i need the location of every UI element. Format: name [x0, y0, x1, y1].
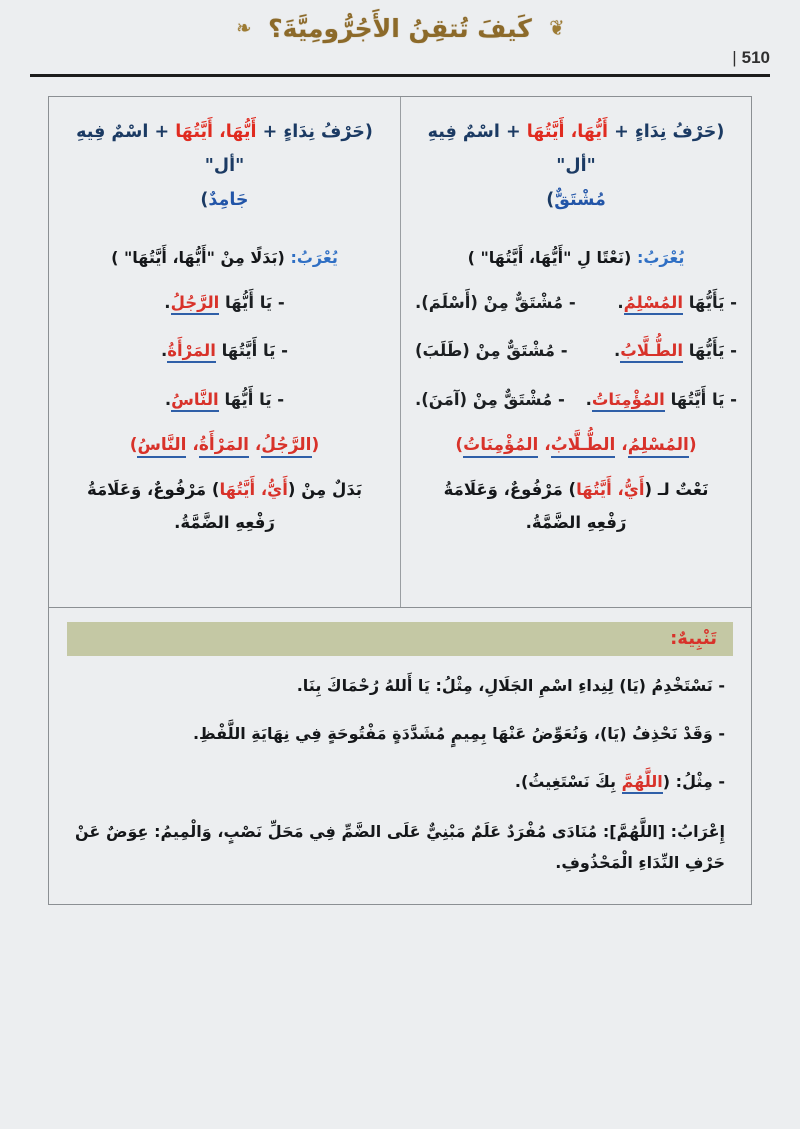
- example-suffix: .: [164, 389, 172, 409]
- page-number-value: 510: [741, 48, 770, 67]
- rule-part-1: بَدَلٌ مِنْ (: [287, 479, 363, 499]
- note-example-suffix: بِكَ نَسْتَغِيثُ).: [514, 772, 622, 791]
- example-suffix: .: [614, 341, 621, 361]
- column-jamid: [49, 97, 400, 607]
- note-line: - نَسْتَخْدِمُ (يَا) لِنِداءِ اسْمِ الجَلَالِ، مِثْلُ: يَا أَللهُ رُحْمَاكَ بِنَا.: [296, 676, 725, 695]
- example-prefix: - يَا أَيُّهَا: [219, 292, 285, 312]
- example-phrase: [164, 290, 284, 316]
- rule-part-2: ) مَرْفُوعٌ، وَعَلَامَةُ: [86, 479, 220, 499]
- example-phrase: [161, 338, 288, 364]
- floral-ornament-right-icon: ❦: [549, 16, 565, 40]
- example-prefix: - يَأَيُّهَا: [682, 341, 737, 361]
- rule-red-term: أَيُّ، أَيَّتُهَا: [576, 479, 645, 499]
- content-frame: [48, 96, 752, 905]
- two-column-table: [49, 97, 751, 608]
- rule-part-3: رَفْعِهِ الضَّمَّةُ.: [525, 512, 627, 532]
- example-keyword: الرَّجُلُ: [171, 293, 220, 315]
- note-example-keyword: اللَّهُمَّ: [622, 772, 663, 794]
- example-note: - مُشْتَقٌّ مِنْ (أَسْلَمَ).: [415, 292, 576, 312]
- summary-separator: ،: [186, 434, 199, 455]
- summary-item: الطُّـلَّابُ: [551, 435, 616, 458]
- sub-heading-text: (بَدَلًا مِنْ "أَيُّهَا، أَيَّتُهَا" ): [111, 248, 285, 268]
- example-suffix: .: [164, 292, 171, 312]
- example-note: - مُشْتَقٌّ مِنْ (طَلَبَ): [415, 341, 568, 361]
- heading-red-term: أَيُّهَا، أَيَّتُهَا: [175, 122, 257, 142]
- example-keyword: الطُّـلَّابُ: [620, 341, 683, 363]
- example-note: - مُشْتَقٌّ مِنْ (آمَنَ).: [415, 389, 565, 409]
- note-example-prefix: - مِثْلُ: (: [662, 772, 725, 791]
- example-prefix: - يَأَيُّهَا: [682, 292, 737, 312]
- page-number: [730, 48, 770, 68]
- rule-part-2: ) مَرْفُوعٌ، وَعَلَامَةُ: [443, 479, 577, 499]
- column-heading-jamid: [63, 111, 386, 217]
- summary-list-jamid: [63, 435, 386, 455]
- rule-part-3: رَفْعِهِ الضَّمَّةُ.: [174, 512, 275, 532]
- note-band-label: تَنْبِيهٌ:: [670, 628, 717, 649]
- summary-item: الرَّجُلُ: [261, 435, 311, 458]
- example-row: [415, 290, 737, 316]
- example-suffix: .: [161, 341, 168, 361]
- example-prefix: - يَا أَيُّهَا: [218, 389, 285, 409]
- page-number-row: [0, 48, 800, 78]
- column-heading-mushtaqq: [415, 111, 737, 217]
- page-number-separator: |: [732, 48, 737, 67]
- heading-part-1: (حَرْفُ نِدَاءٍ +: [607, 122, 725, 142]
- example-row: [63, 387, 386, 413]
- sub-heading-mushtaqq: [415, 243, 737, 273]
- heading-part-2: + اسْمٌ فِيهِ "أل": [427, 122, 596, 177]
- sub-heading-jamid: [63, 243, 386, 273]
- grammar-rule-mushtaqq: [415, 473, 737, 539]
- summary-item: المُؤْمِنَاتُ: [463, 435, 538, 458]
- example-row: [415, 387, 737, 413]
- heading-blue-term: مُشْتَقٌّ: [554, 190, 606, 211]
- example-phrase: [586, 387, 737, 413]
- summary-list-mushtaqq: [415, 435, 737, 455]
- summary-close-paren: ): [455, 434, 464, 455]
- header-title-group: [0, 14, 800, 43]
- example-phrase: [165, 387, 284, 413]
- example-keyword: المَرْأَةُ: [167, 341, 216, 363]
- summary-open-paren: (: [688, 434, 697, 455]
- summary-close-paren: ): [129, 434, 138, 455]
- example-suffix: .: [617, 292, 624, 312]
- note-line: - وَقَدْ نَحْذِفُ (يَا)، وَنُعَوِّضُ عَنْهَا بِمِيمٍ مُشَدَّدَةٍ مَفْتُوحَةٍ فِي نِهَايَةِ اللَّفْظِ.: [192, 724, 725, 743]
- example-prefix: - يَا أَيَّتُهَا: [215, 341, 289, 361]
- example-row: [415, 338, 737, 364]
- irab-keyword: اللَّهُمَّ: [616, 822, 658, 841]
- heading-part-1: (حَرْفُ نِدَاءٍ +: [256, 122, 373, 142]
- example-keyword: المُؤْمِنَاتُ: [592, 390, 665, 412]
- grammar-rule-jamid: [63, 473, 386, 539]
- example-keyword: المُسْلِمُ: [624, 293, 683, 315]
- summary-item: المُسْلِمُ: [628, 435, 689, 458]
- rule-part-1: نَعْتٌ لـ (: [644, 479, 709, 499]
- summary-separator: ،: [248, 434, 262, 455]
- irab-paragraph: [75, 816, 725, 878]
- page-header: [0, 0, 800, 78]
- heading-part-3: ): [546, 190, 555, 211]
- rule-red-term: أَيُّ، أَيَّتُهَا: [219, 479, 288, 499]
- summary-separator: ،: [615, 434, 628, 455]
- example-keyword: النَّاسُ: [171, 390, 219, 412]
- header-divider-rule: [30, 74, 770, 77]
- column-mushtaqq: [400, 97, 751, 607]
- note-lines: [49, 656, 751, 878]
- example-prefix: - يَا أَيَّتُهَا: [664, 389, 737, 409]
- sub-heading-text: (نَعْتًا لِ "أَيُّهَا، أَيَّتُهَا" ): [467, 248, 632, 268]
- irab-prefix: إِعْرَابُ: [: [657, 822, 726, 841]
- summary-open-paren: (: [311, 434, 320, 455]
- example-row: [63, 338, 386, 364]
- examples-list-mushtaqq: [415, 290, 737, 413]
- example-phrase: [614, 338, 737, 364]
- summary-separator: ،: [538, 434, 551, 455]
- irab-suffix: ]: مُنَادَى مُفْرَدٌ عَلَمٌ مَبْنِيٌّ عَلَى الضَّمِّ فِي مَحَلِّ نَصْبٍ، وَالْمِيمُ: عِوَضٌ عَنْ حَرْفِ النِّدَاءِ الْمَحْذُوفِ.: [75, 822, 725, 873]
- note-example-line: [75, 768, 725, 796]
- heading-red-term: أَيُّهَا، أَيَّتُهَا: [526, 122, 608, 142]
- heading-blue-term: جَامِدٌ: [208, 190, 249, 211]
- example-phrase: [617, 290, 737, 316]
- example-suffix: .: [585, 389, 592, 409]
- note-band: [67, 622, 733, 656]
- note-section: [49, 622, 751, 904]
- summary-item: المَرْأَةُ: [199, 435, 249, 458]
- examples-list-jamid: [63, 290, 386, 413]
- example-row: [63, 290, 386, 316]
- book-title: كَيفَ تُتقِنُ الأَجُرُّومِيَّةَ؟: [268, 14, 532, 43]
- floral-ornament-left-icon: ❧: [235, 16, 251, 40]
- sub-heading-label: يُعْرَبُ:: [290, 248, 338, 268]
- summary-item: النَّاسُ: [137, 435, 186, 458]
- heading-part-3: ): [200, 190, 209, 211]
- sub-heading-label: يُعْرَبُ:: [636, 248, 685, 268]
- heading-part-2: + اسْمٌ فِيهِ "أل": [76, 122, 245, 177]
